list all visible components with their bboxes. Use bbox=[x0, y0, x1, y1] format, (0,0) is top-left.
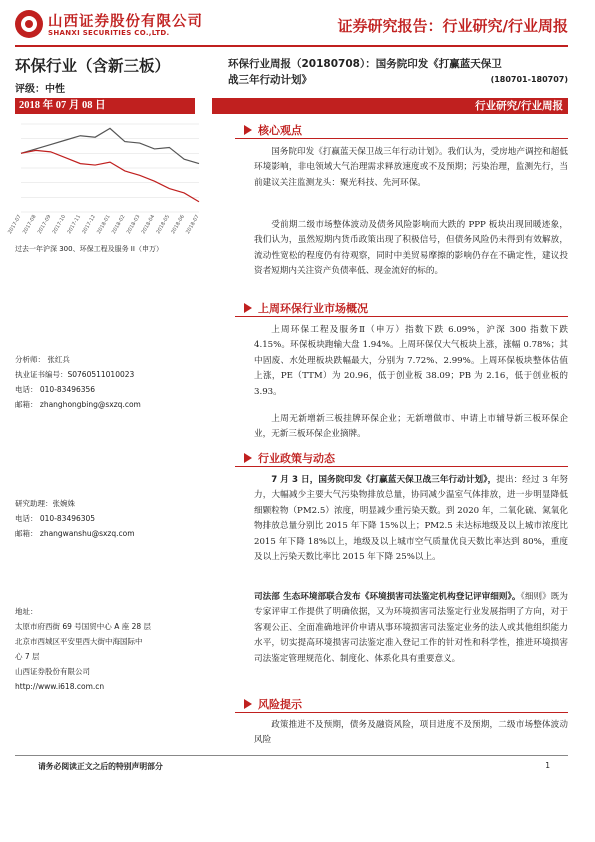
section-heading-core: 核心观点 bbox=[258, 124, 302, 137]
report-title-line1: 环保行业周报（20180708）：国务院印发《打赢蓝天保卫 bbox=[228, 58, 502, 70]
chart-x-tick-label: 2018-04 bbox=[140, 214, 157, 236]
address-line: 北京市西城区平安里西大街中海国际中 bbox=[15, 637, 143, 646]
chart-x-tick-label: 2017-12 bbox=[81, 214, 97, 236]
footer-divider bbox=[15, 755, 568, 756]
chart-x-tick-label: 2017-09 bbox=[36, 214, 53, 236]
core-paragraph-2: 受前期二级市场整体波动及债务风险影响而大跌的 PPP 板块出现回暖迹象，我们认为，虽然短期内货币政策出现了积极信号，但债务风险仍未得到有效解放，流动性宽松的程度仍有待观察，同时中美贸易摩擦的影响仍存在不确定性，建议投资者短期内关注资产负债率低、现金流好的标的。 bbox=[254, 220, 568, 277]
policy-paragraph-1 bbox=[254, 473, 568, 565]
analyst-name: 分析师： 张红兵 bbox=[15, 355, 70, 364]
section-marker-icon bbox=[244, 699, 252, 709]
assistant-name: 研究助理：张婉姝 bbox=[15, 499, 75, 508]
address-block bbox=[15, 604, 151, 694]
chart-x-tick-label: 2018-05 bbox=[155, 214, 172, 236]
company-name: 山西证券股份有限公司 bbox=[15, 667, 90, 676]
disclaimer-notice: 请务必阅读正文之后的特别声明部分 bbox=[38, 762, 163, 771]
section-marker-icon bbox=[244, 303, 252, 313]
policy-1-text: 提出：经过 3 年努力，大幅减少主要大气污染物排放总量，协同减少温室气体排放，进一步明显降低细颗粒物（PM2.5）浓度，明显减少重污染天数。到 2020 年，二氧化硫、氮氧化物排放总量分别比 2015 年下降 15%以上；PM2.5 未达标地级及以上城市浓度比 2015 年下降 18%以上，地级及以上城市空气质量优良天数比率达到 80%，重度及以上污染天数比率比 2015 年下降 25%以上。 bbox=[254, 475, 568, 563]
assistant-tel: 电话： 010-83496305 bbox=[15, 514, 96, 523]
section-heading-policy: 行业政策与动态 bbox=[258, 452, 335, 465]
section-divider bbox=[235, 316, 568, 317]
company-name-en: SHANXI SECURITIES CO.,LTD. bbox=[48, 29, 170, 37]
section-marker-icon bbox=[244, 453, 252, 463]
chart-series-line bbox=[21, 128, 199, 163]
policy-2-text: 《细则》既为专家评审工作提供了明确依据，又为环境损害司法鉴定行业发展指明了方向，对于客观公正、全面准确地评价申请从事环境损害司法鉴定业务的法人或其他组织能力水平，切实提高环境损害司法鉴定准入登记工作的针对性和科学性，推进环境损害司法鉴定管理规范化、制度化、体系化具有重要意义。 bbox=[254, 592, 568, 664]
analyst-email[interactable]: 邮箱： zhanghongbing@sxzq.com bbox=[15, 400, 141, 409]
rating: 评级：中性 bbox=[15, 84, 65, 95]
assistant-email[interactable]: 邮箱： zhangwanshu@sxzq.com bbox=[15, 529, 135, 538]
chart-x-tick-label: 2017-10 bbox=[51, 214, 68, 236]
market-paragraph-1: 上周环保工程及服务Ⅱ（申万）指数下跌 6.09%，沪深 300 指数下跌 4.15%。环保板块跑输大盘 1.94%。上周环保仅大气板块上涨，涨幅 0.78%；其中固废、水处理板块跌幅最大，分别为 7.72%、2.99%。上周环保板块整体估值上涨，PE（TTM）为 20.96，低于创业板 38.09；PB 为 2.16，低于创业板的 3.93。 bbox=[254, 325, 568, 397]
chart-series-line bbox=[21, 150, 199, 201]
industry-name: 环保行业（含新三板） bbox=[15, 57, 171, 75]
company-name-cn: 山西证券股份有限公司 bbox=[48, 14, 203, 30]
assistant-info bbox=[15, 496, 135, 541]
risk-paragraph: 政策推进不及预期，债务及融资风险，项目进度不及预期，二级市场整体波动风险 bbox=[254, 720, 568, 746]
report-date: 2018 年 07 月 08 日 bbox=[15, 98, 195, 114]
chart-x-tick-label: 2017-07 bbox=[7, 214, 23, 236]
chart-x-tick-label: 2018-02 bbox=[110, 214, 127, 236]
address-line: 太原市府西街 69 号国贸中心 A 座 28 层 bbox=[15, 622, 152, 631]
section-divider bbox=[235, 466, 568, 467]
chart-x-tick-label: 2017-08 bbox=[21, 214, 38, 236]
report-range: (180701-180707) bbox=[490, 75, 568, 84]
report-type-title: 证券研究报告：行业研究/行业周报 bbox=[337, 17, 568, 35]
analyst-tel: 电话： 010-83496356 bbox=[15, 385, 96, 394]
page-number: 1 bbox=[545, 761, 550, 770]
report-category-bar: 行业研究/行业周报 bbox=[212, 98, 568, 114]
policy-2-bold: 司法部 生态环境部联合发布《环境损害司法鉴定机构登记评审细则》。 bbox=[254, 592, 521, 602]
core-paragraph-1: 国务院印发《打赢蓝天保卫战三年行动计划》。我们认为，受房地产调控和超低环境影响，非电领域大气治理需求释放速度或不及预期；污染治理，监测先行，当前建议关注监测龙头：聚光科技、先河环保。 bbox=[254, 147, 568, 188]
index-comparison-chart bbox=[7, 118, 205, 238]
section-divider bbox=[235, 138, 568, 139]
chart-x-tick-label: 2018-01 bbox=[96, 214, 112, 236]
company-logo-icon bbox=[15, 10, 43, 38]
chart-x-tick-label: 2018-06 bbox=[170, 214, 186, 236]
policy-1-bold: 7 月 3 日，国务院印发《打赢蓝天保卫战三年行动计划》， bbox=[271, 475, 497, 485]
section-heading-risk: 风险提示 bbox=[258, 698, 302, 711]
report-title-line2: 战三年行动计划》 bbox=[228, 74, 312, 86]
chart-x-tick-label: 2017-11 bbox=[66, 214, 83, 236]
chart-caption: 过去一年沪深 300、环保工程及服务 II（申万） bbox=[15, 245, 163, 253]
section-heading-market: 上周环保行业市场概况 bbox=[258, 302, 368, 315]
chart-x-tick-label: 2018-03 bbox=[125, 214, 142, 236]
section-marker-icon bbox=[244, 125, 252, 135]
section-divider bbox=[235, 712, 568, 713]
analyst-cert: 执业证书编号：S0760511010023 bbox=[15, 370, 135, 379]
policy-paragraph-2 bbox=[254, 590, 568, 667]
market-paragraph-2: 上周无新增新三板挂牌环保企业；无新增做市、申请上市辅导新三板环保企业，无新三板环保企业摘牌。 bbox=[254, 414, 568, 440]
header-divider bbox=[15, 45, 568, 47]
chart-x-tick-label: 2018-07 bbox=[185, 214, 201, 236]
address-line: 心 7 层 bbox=[15, 652, 40, 661]
company-website-link[interactable]: http://www.i618.com.cn bbox=[15, 682, 105, 691]
analyst-info bbox=[15, 352, 141, 412]
address-label: 地址： bbox=[15, 607, 38, 616]
